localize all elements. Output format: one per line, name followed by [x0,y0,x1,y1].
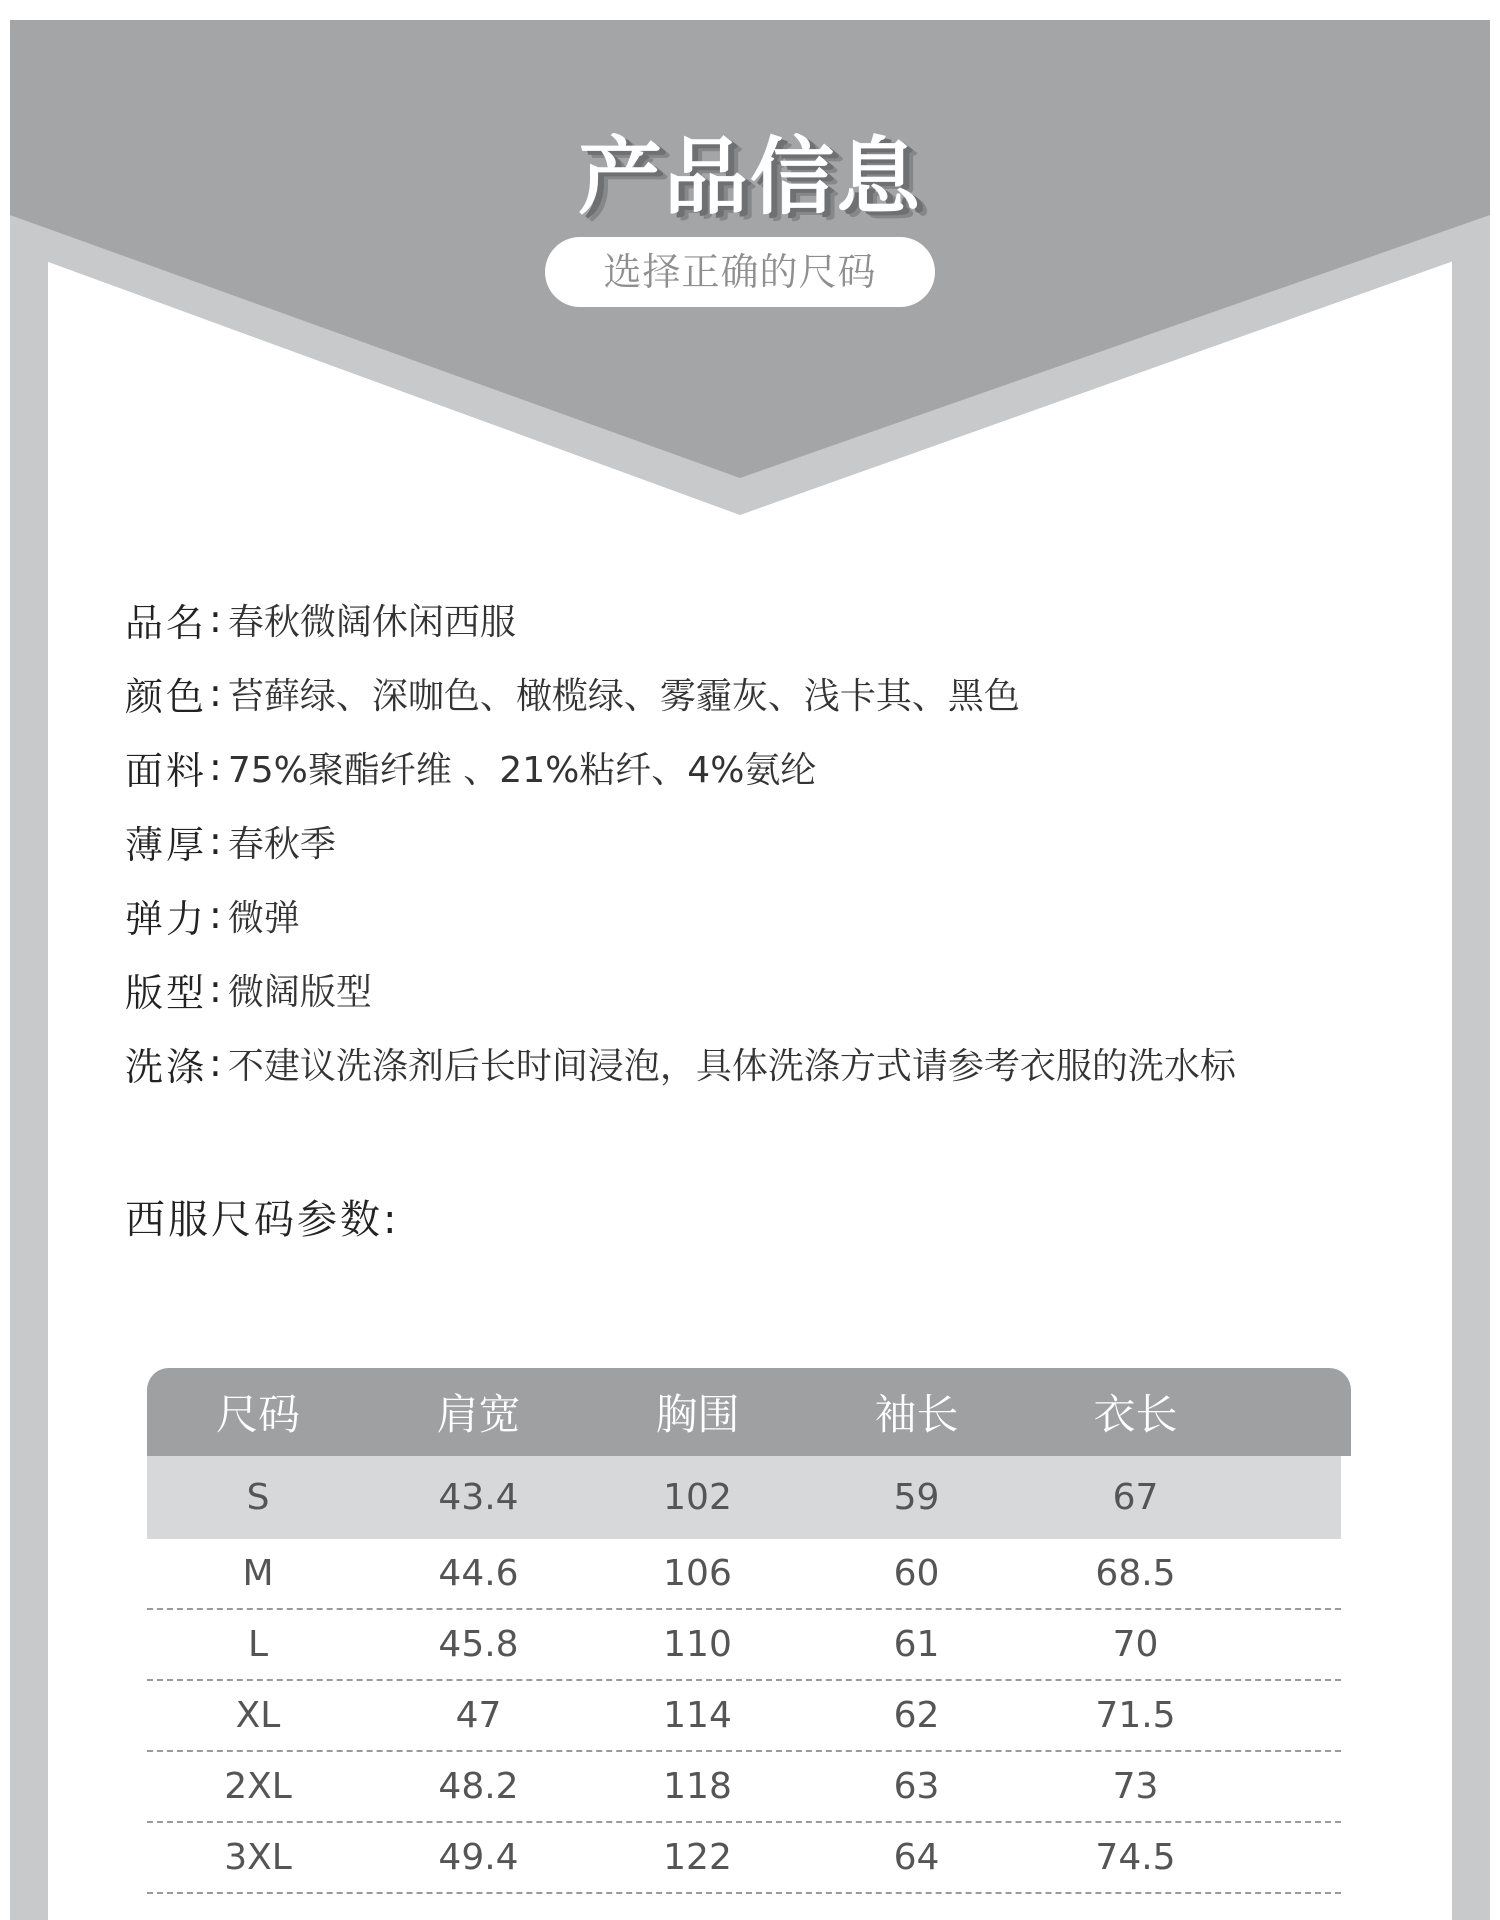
table-cell: 44.6 [438,1553,519,1594]
info-value: 苔藓绿、深咖色、橄榄绿、雾霾灰、浅卡其、黑色 [227,675,1020,717]
info-separator: : [209,967,222,1011]
header-cell-length: 衣长 [1093,1390,1178,1439]
table-cell: 49.4 [438,1837,519,1878]
table-row [147,1752,1341,1823]
table-cell: 74.5 [1095,1837,1176,1878]
table-cell: L [247,1624,269,1665]
table-cell: 45.8 [438,1624,519,1665]
table-cell: 43.4 [438,1477,519,1518]
info-label: 薄厚 [125,822,208,867]
info-label: 弹力 [125,896,208,941]
info-label: 版型 [125,970,208,1015]
info-row-color [125,656,1236,730]
table-cell: 114 [663,1695,732,1736]
info-row-fabric [125,730,1236,804]
info-value: 春秋季 [227,823,336,865]
info-value: 微阔版型 [227,971,372,1013]
info-separator: : [209,1041,222,1085]
table-cell: 3XL [224,1837,292,1878]
info-value: 微弹 [227,897,300,939]
table-cell: 122 [663,1837,732,1878]
table-cell: 73 [1112,1766,1159,1807]
product-info-list [125,582,1236,1100]
info-label: 面料 [125,748,208,793]
table-cell: 67 [1112,1477,1159,1518]
table-row [147,1539,1341,1610]
header-cell-sleeve: 袖长 [874,1390,959,1439]
table-cell: S [246,1477,270,1518]
table-cell: 68.5 [1095,1553,1176,1594]
info-separator: : [209,745,222,789]
table-cell: 118 [663,1766,732,1807]
table-cell: 106 [663,1553,732,1594]
table-cell: 61 [893,1624,940,1665]
info-value: 75%聚酯纤维 、21%粘纤、4%氨纶 [227,749,817,791]
header-cell-shoulder: 肩宽 [436,1390,521,1439]
info-row-elasticity [125,878,1236,952]
table-cell: 64 [893,1837,940,1878]
table-cell: XL [235,1695,281,1736]
table-cell: 59 [893,1477,940,1518]
info-label: 品名 [125,600,208,645]
table-cell: 71.5 [1095,1695,1176,1736]
table-cell: 110 [663,1624,732,1665]
table-cell: 70 [1112,1624,1159,1665]
table-cell: 102 [663,1477,732,1518]
table-row [147,1681,1341,1752]
info-row-thickness [125,804,1236,878]
table-row [147,1823,1341,1894]
page-title: 产品信息 [577,128,922,226]
size-section-title: 西服尺码参数: [125,1197,400,1243]
table-cell: 63 [893,1766,940,1807]
info-value: 不建议洗涤剂后长时间浸泡，具体洗涤方式请参考衣服的洗水标 [227,1045,1236,1087]
subtitle-pill: 选择正确的尺码 [545,237,935,307]
info-label: 颜色 [125,674,208,719]
table-row [147,1456,1341,1539]
size-table-header [147,1368,1351,1456]
table-row [147,1610,1341,1681]
size-table-body [147,1456,1341,1894]
info-value: 春秋微阔休闲西服 [227,601,516,643]
info-row-name [125,582,1236,656]
table-cell: 47 [455,1695,502,1736]
info-separator: : [209,671,222,715]
header-cell-chest: 胸围 [655,1390,740,1439]
header-cell-size: 尺码 [215,1390,300,1439]
info-separator: : [209,819,222,863]
info-row-washing [125,1026,1236,1100]
table-cell: 48.2 [438,1766,519,1807]
table-cell: 2XL [224,1766,292,1807]
table-cell: M [242,1553,274,1594]
info-separator: : [209,597,222,641]
info-label: 洗涤 [125,1044,208,1089]
size-table [147,1368,1351,1894]
table-cell: 60 [893,1553,940,1594]
info-separator: : [209,893,222,937]
info-row-fit [125,952,1236,1026]
table-cell: 62 [893,1695,940,1736]
